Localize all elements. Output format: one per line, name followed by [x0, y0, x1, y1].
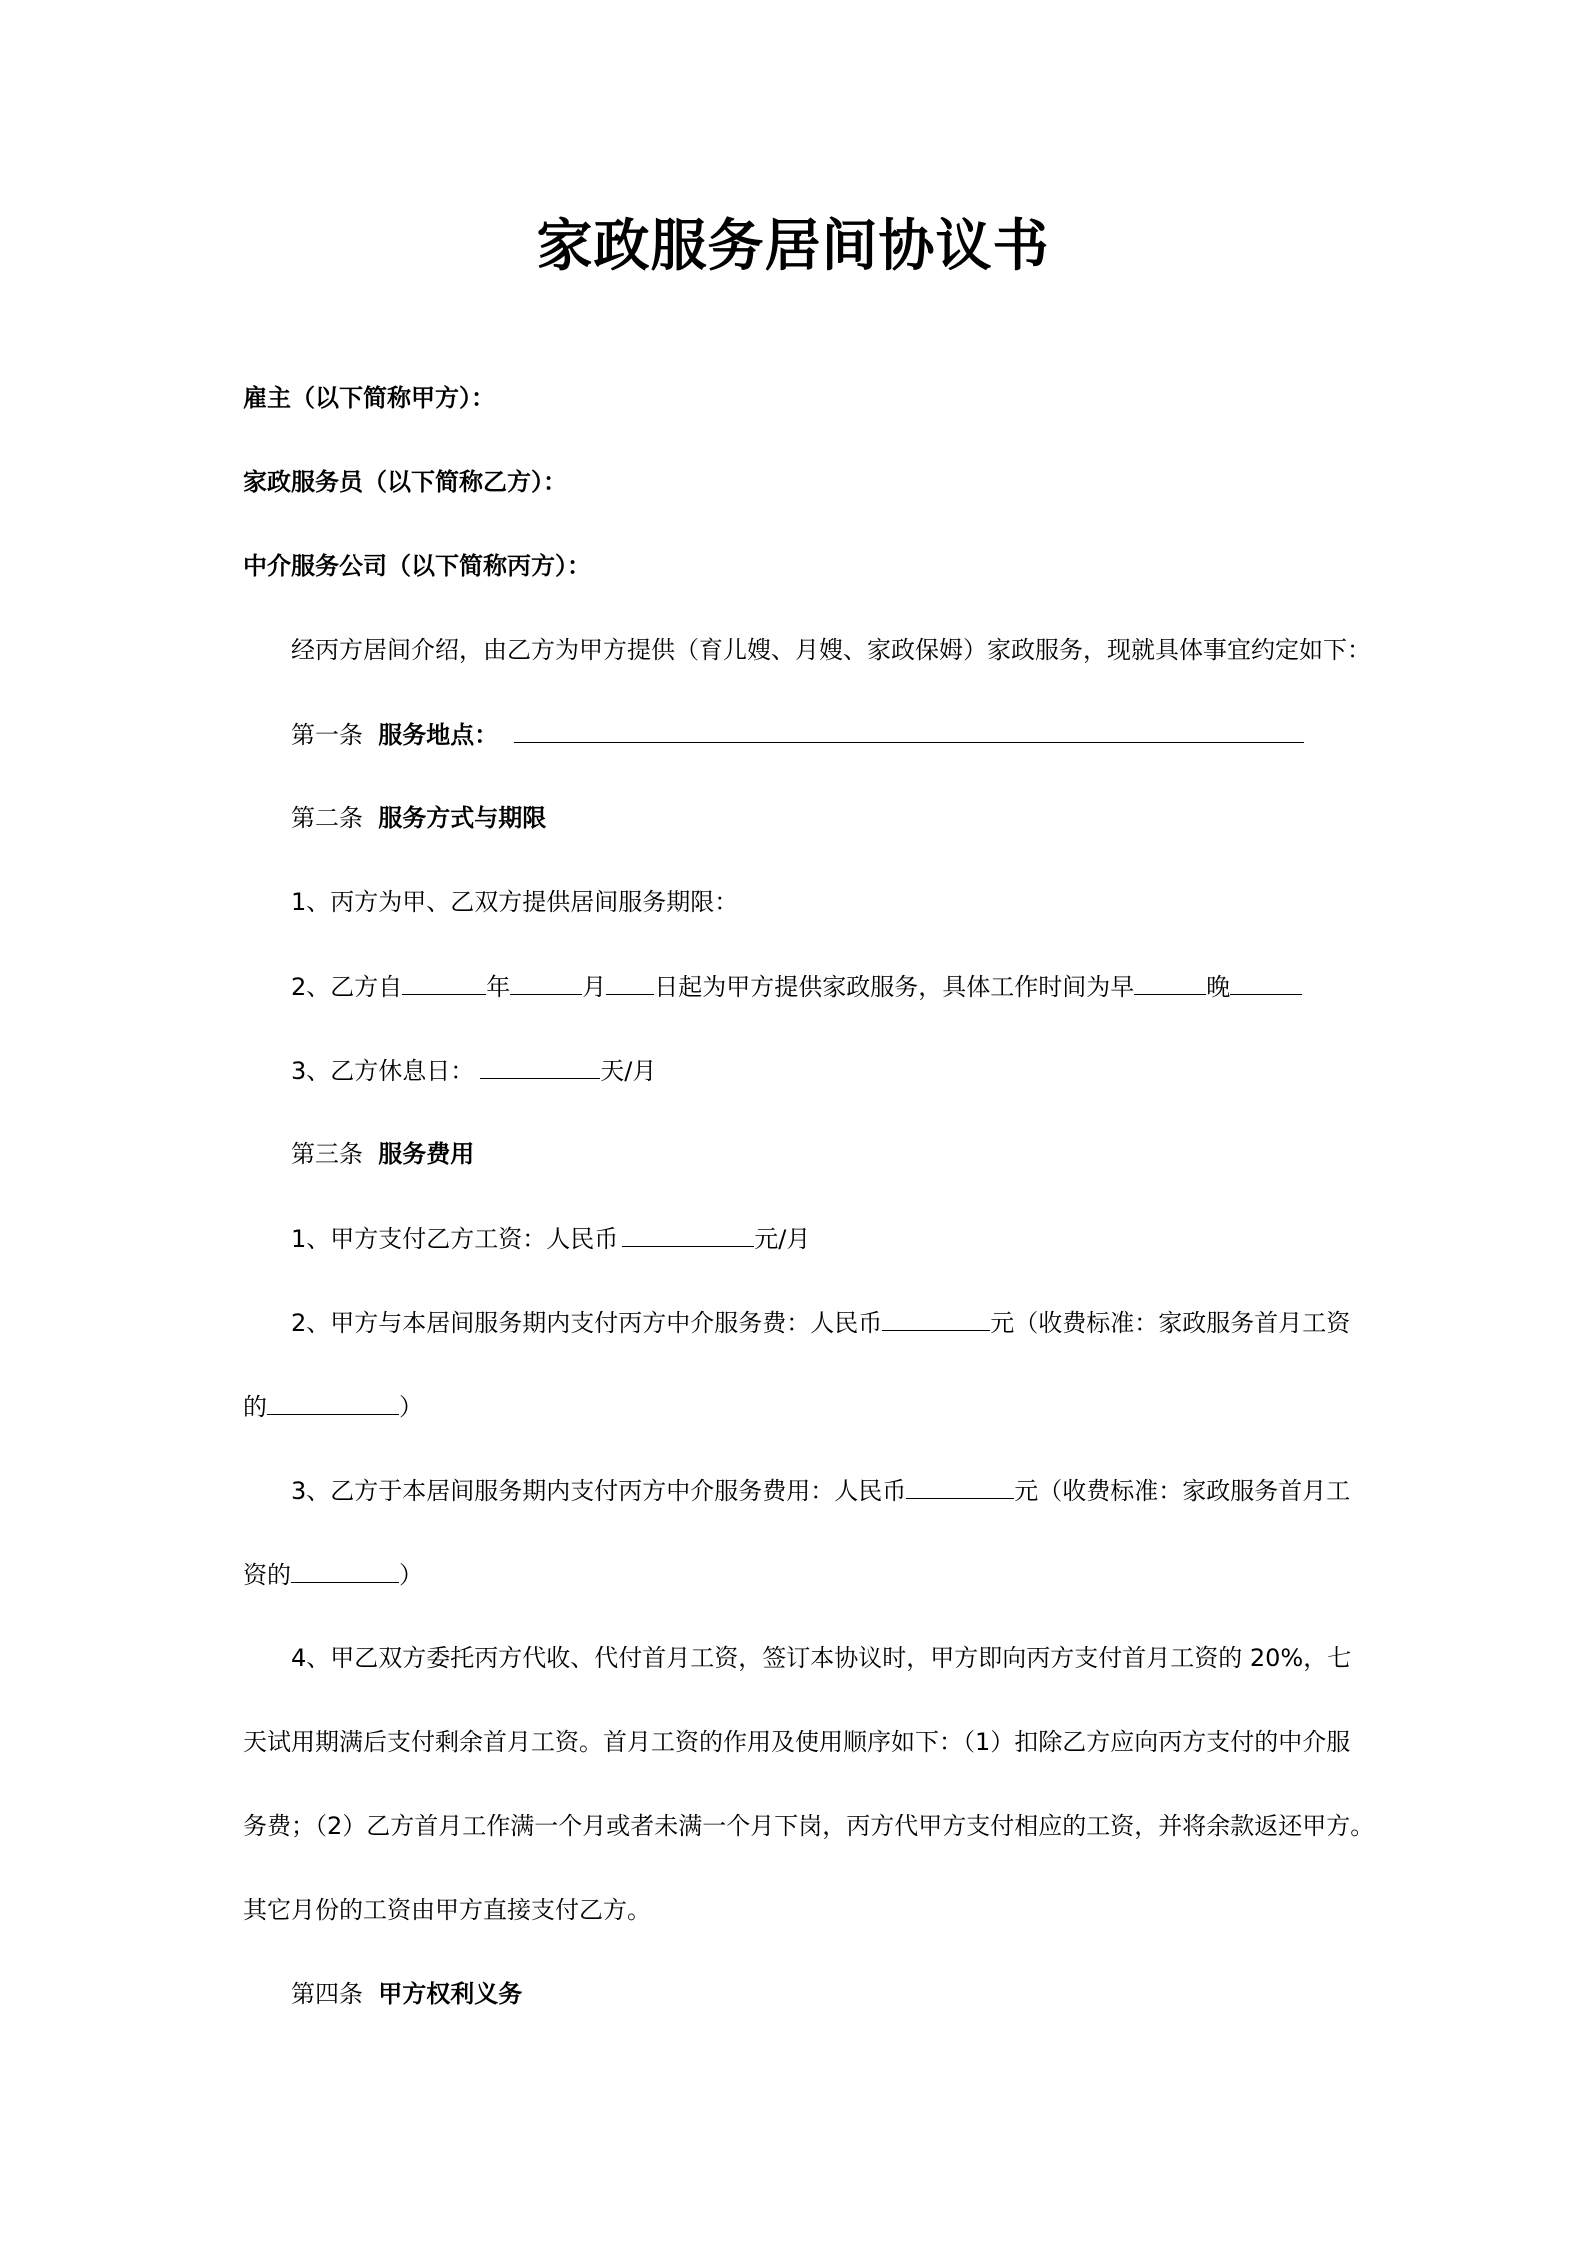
- employer-fee-rate-blank: [267, 1390, 399, 1415]
- start-time-blank: [1134, 970, 1206, 995]
- article-3: [291, 1138, 474, 1170]
- article-3-title: 服务费用: [378, 1140, 475, 1168]
- party-employer: 雇主（以下简称甲方）：: [243, 384, 495, 412]
- article-1: [291, 718, 1304, 751]
- item-text: 2、甲方与本居间服务期内支付丙方中介服务费：人民币: [291, 1309, 883, 1337]
- item-text: ）: [399, 1561, 423, 1589]
- day-blank: [606, 970, 654, 995]
- party-agency: 中介服务公司（以下简称丙方）：: [243, 552, 591, 580]
- service-location-blank: [514, 718, 1304, 743]
- worker-fee-rate-blank: [291, 1558, 399, 1583]
- article-3-item-4-line-2: 天试用期满后支付剩余首月工资。首月工资的作用及使用顺序如下：（1）扣除乙方应向丙方支付的中介服: [243, 1728, 1351, 1756]
- article-1-title: 服务地点：: [378, 721, 499, 749]
- item-text: 3、乙方于本居间服务期内支付丙方中介服务费用：人民币: [291, 1477, 907, 1505]
- article-2-item-2: [291, 970, 1302, 1003]
- item-text: 元/月: [754, 1225, 811, 1253]
- article-3-item-2-line-2: [243, 1390, 423, 1423]
- item-text: 元（收费标准：家政服务首月工: [1014, 1477, 1351, 1505]
- item-text: 元（收费标准：家政服务首月工资: [990, 1309, 1351, 1337]
- item-text: 晚: [1206, 973, 1231, 1001]
- item-text: 的: [243, 1393, 267, 1421]
- article-3-number: 第三条: [291, 1140, 363, 1168]
- article-2-title: 服务方式与期限: [378, 804, 547, 832]
- rest-days-blank: [480, 1054, 600, 1079]
- article-2-number: 第二条: [291, 804, 363, 832]
- worker-fee-blank: [906, 1474, 1014, 1499]
- article-1-number: 第一条: [291, 721, 363, 749]
- item-text: 年: [486, 973, 511, 1001]
- item-text: 天/月: [600, 1057, 657, 1085]
- item-text: ）: [399, 1393, 423, 1421]
- article-2: [291, 802, 546, 834]
- article-3-item-4-line-3: 务费；（2）乙方首月工作满一个月或者未满一个月下岗，丙方代甲方支付相应的工资，并将余款返还甲方。: [243, 1812, 1375, 1840]
- article-3-item-3-line-1: [291, 1474, 1350, 1507]
- article-3-item-1: [291, 1222, 810, 1255]
- article-4-title: 甲方权利义务: [378, 1980, 523, 2008]
- article-3-item-4-line-1: 4、甲乙双方委托丙方代收、代付首月工资，签订本协议时，甲方即向丙方支付首月工资的 20%，七: [291, 1644, 1352, 1672]
- article-3-item-4-line-4: 其它月份的工资由甲方直接支付乙方。: [243, 1896, 651, 1924]
- article-4: [291, 1978, 522, 2010]
- article-2-item-3: [291, 1054, 656, 1087]
- item-text: 日起为甲方提供家政服务，具体工作时间为早: [654, 973, 1135, 1001]
- month-blank: [510, 970, 582, 995]
- item-text: 月: [582, 973, 607, 1001]
- end-time-blank: [1230, 970, 1302, 995]
- article-3-item-2-line-1: [291, 1306, 1350, 1339]
- intro-paragraph: 经丙方居间介绍，由乙方为甲方提供（育儿嫂、月嫂、家政保姆）家政服务，现就具体事宜约定如下：: [291, 636, 1371, 664]
- item-text: 资的: [243, 1561, 291, 1589]
- item-text: 3、乙方休息日：: [291, 1057, 475, 1085]
- employer-fee-blank: [882, 1306, 990, 1331]
- article-4-number: 第四条: [291, 1980, 363, 2008]
- year-blank: [402, 970, 486, 995]
- document-title: 家政服务居间协议书: [536, 214, 1050, 279]
- party-worker: 家政服务员（以下简称乙方）：: [243, 468, 567, 496]
- item-text: 2、乙方自: [291, 973, 403, 1001]
- item-text: 1、甲方支付乙方工资：人民币: [291, 1225, 619, 1253]
- article-3-item-3-line-2: [243, 1558, 423, 1591]
- article-2-item-1: 1、丙方为甲、乙双方提供居间服务期限：: [291, 888, 739, 916]
- salary-blank: [622, 1222, 754, 1247]
